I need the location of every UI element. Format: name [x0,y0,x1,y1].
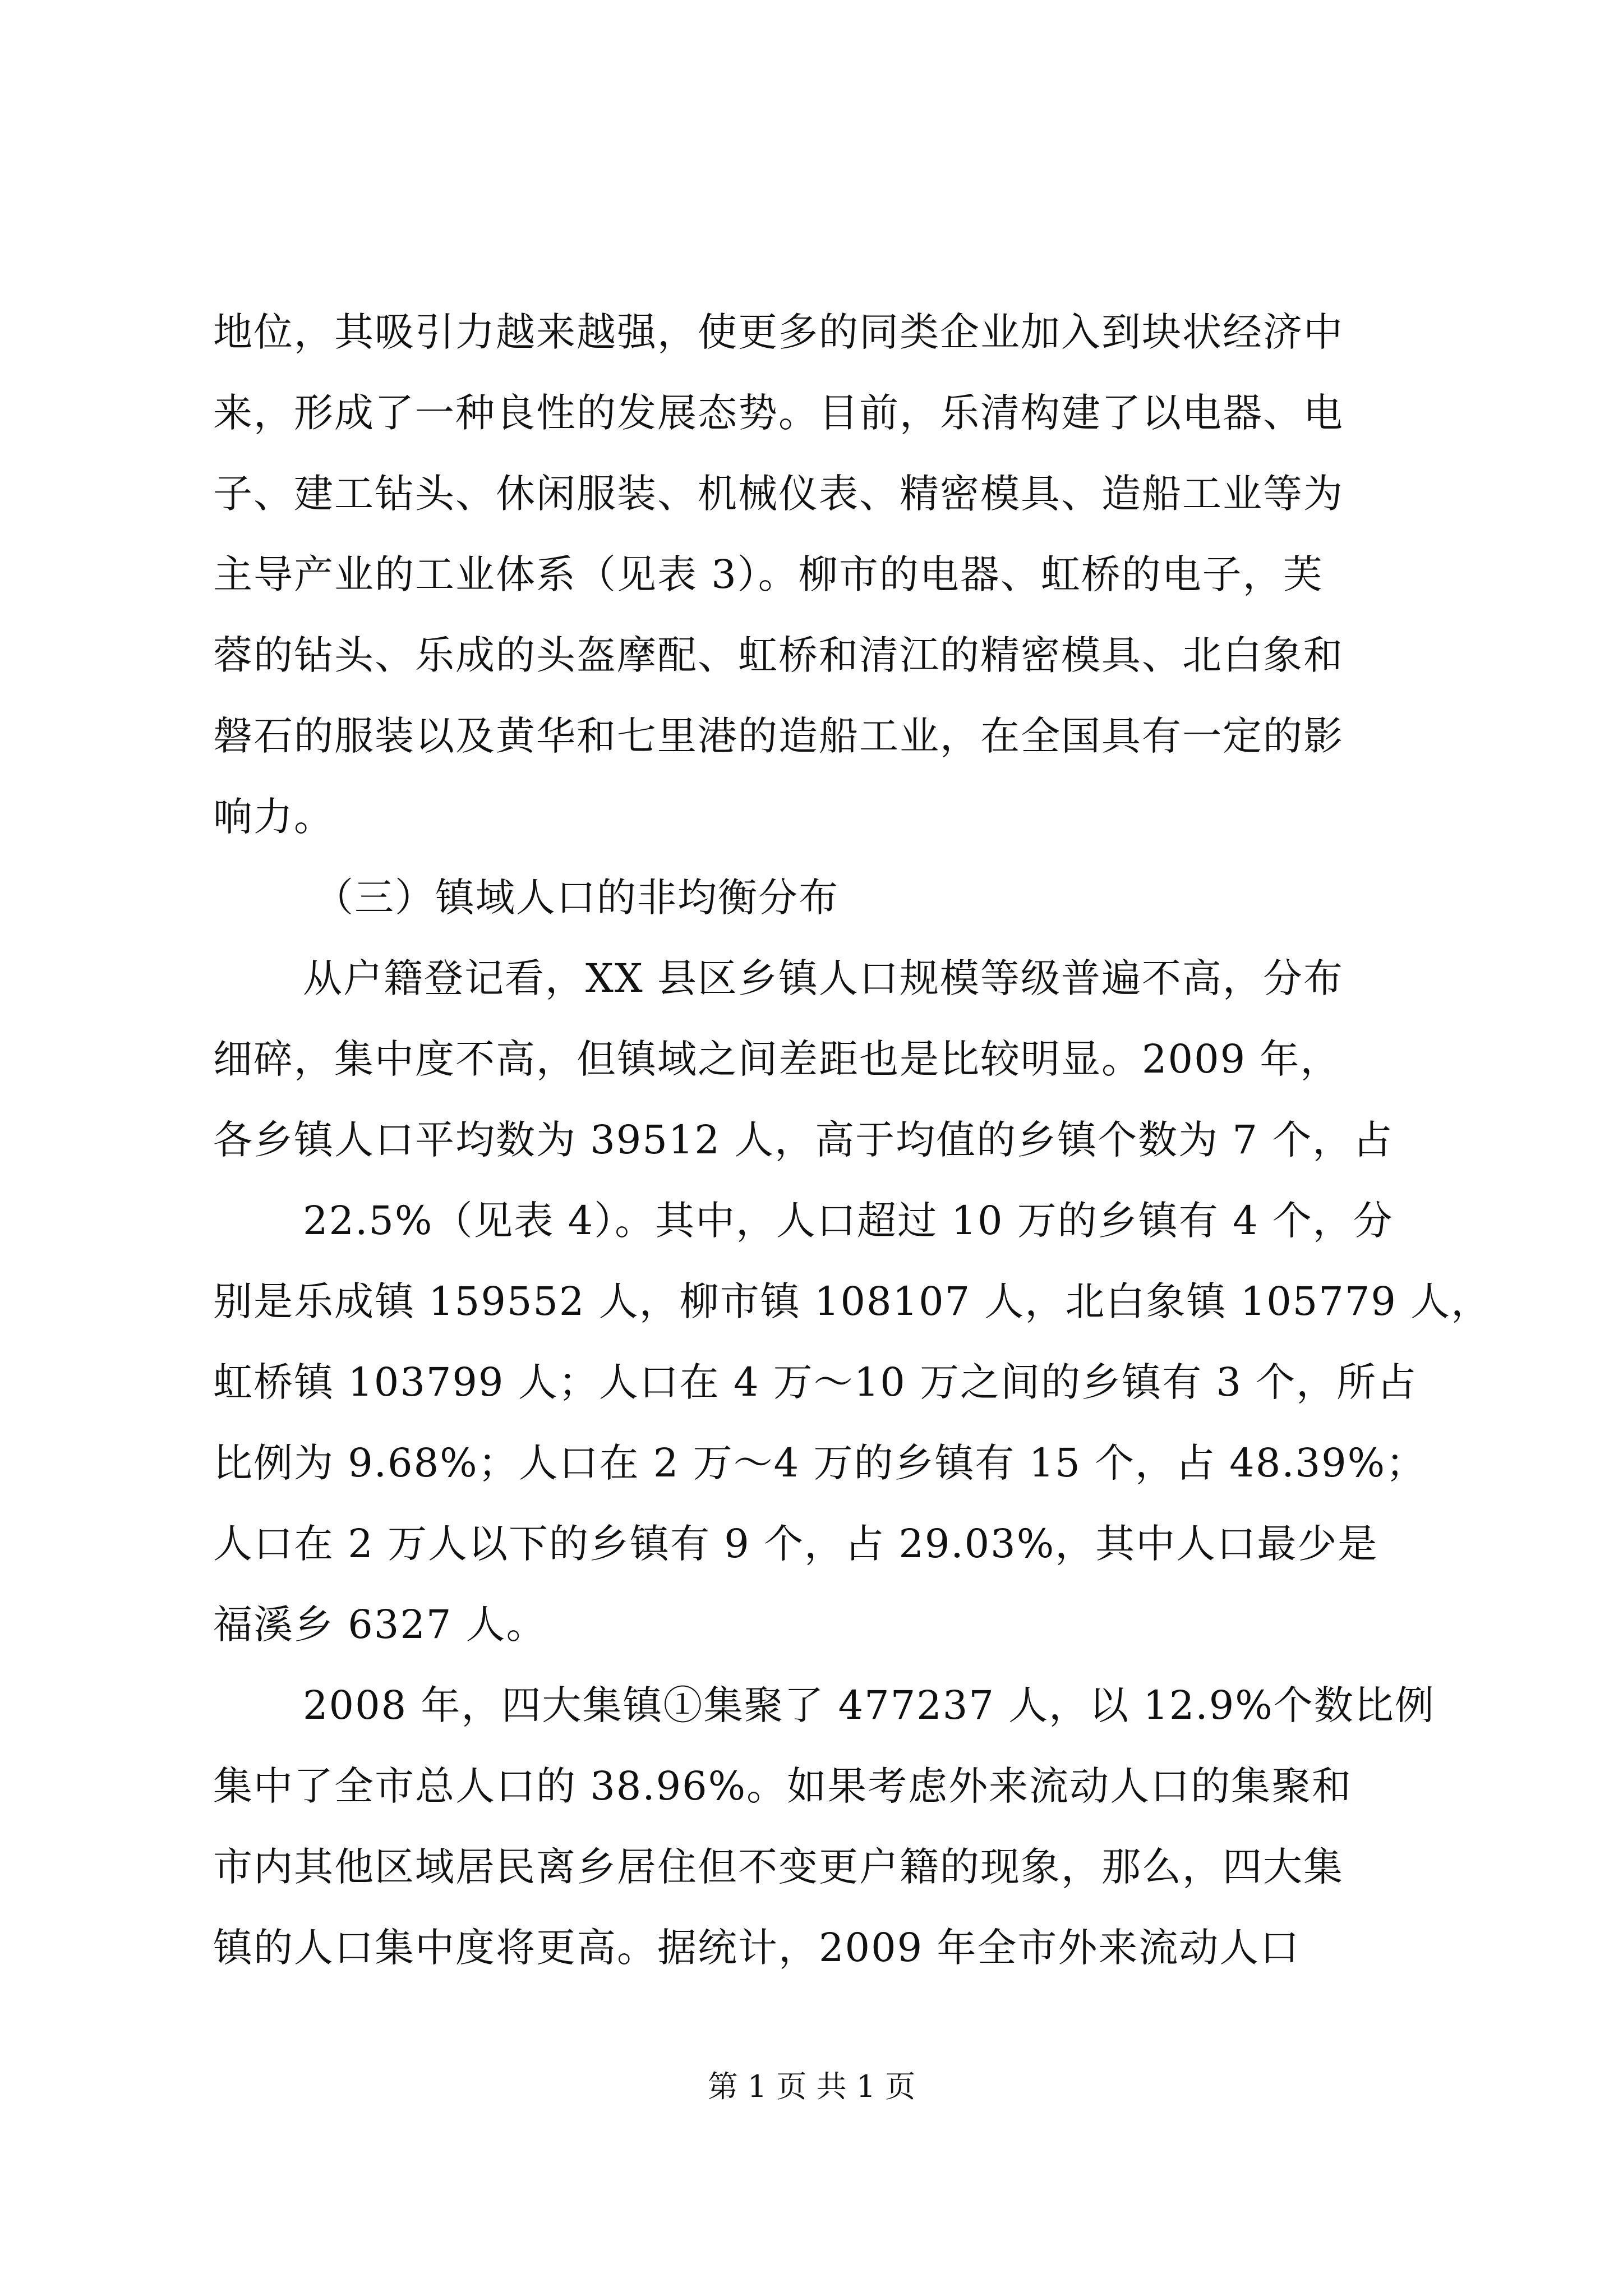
text-line: 镇的人口集中度将更高。据统计，2009 年全市外来流动人口 [213,1925,1301,1971]
paragraph-4 [213,1665,1435,1988]
text-line: 福溪乡 6327 人。 [213,1602,547,1648]
text-line: 22.5%（见表 4）。其中，人口超过 10 万的乡镇有 4 个，分 [303,1198,1394,1244]
text-line: 比例为 9.68%；人口在 2 万～4 万的乡镇有 15 个，占 48.39%； [213,1440,1427,1486]
paragraph-2 [213,938,1419,1180]
text-line: 市内其他区域居民离乡居住但不变更户籍的现象，那么，四大集 [213,1844,1344,1890]
text-line: 来，形成了一种良性的发展态势。目前，乐清构建了以电器、电 [213,390,1344,436]
text-line: 地位，其吸引力越来越强，使更多的同类企业加入到块状经济中 [213,309,1344,355]
page-number: 第 1 页 共 1 页 [707,2069,916,2104]
text-line: 虹桥镇 103799 人；人口在 4 万～10 万之间的乡镇有 3 个，所占 [213,1359,1418,1405]
text-line: 蓉的钻头、乐成的头盔摩配、虹桥和清江的精密模具、北白象和 [213,632,1344,678]
text-line: 从户籍登记看，XX 县区乡镇人口规模等级普遍不高，分布 [303,955,1344,1001]
section-heading: （三）镇域人口的非均衡分布 [314,875,839,921]
page-footer [0,2064,1623,2109]
text-line: 别是乐成镇 159552 人，柳市镇 108107 人，北白象镇 105779 人， [213,1278,1492,1324]
paragraph-3 [213,1180,1492,1665]
text-line: 磐石的服装以及黄华和七里港的造船工业，在全国具有一定的影 [213,713,1344,759]
paragraph-1 [213,292,1419,857]
document-body [213,292,1492,1988]
text-line: 人口在 2 万人以下的乡镇有 9 个，占 29.03%，其中人口最少是 [213,1521,1378,1567]
text-line: 主导产业的工业体系（见表 3）。柳市的电器、虹桥的电子，芙 [213,551,1324,597]
text-line: 各乡镇人口平均数为 39512 人，高于均值的乡镇个数为 7 个，占 [213,1117,1394,1163]
text-line: 2008 年，四大集镇①集聚了 477237 人，以 12.9%个数比例 [303,1682,1435,1728]
text-line: 子、建工钻头、休闲服装、机械仪表、精密模具、造船工业等为 [213,471,1344,517]
text-line: 响力。 [213,794,334,840]
text-line: 集中了全市总人口的 38.96%。如果考虑外来流动人口的集聚和 [213,1763,1353,1809]
text-line: 细碎，集中度不高，但镇域之间差距也是比较明显。2009 年， [213,1036,1341,1082]
